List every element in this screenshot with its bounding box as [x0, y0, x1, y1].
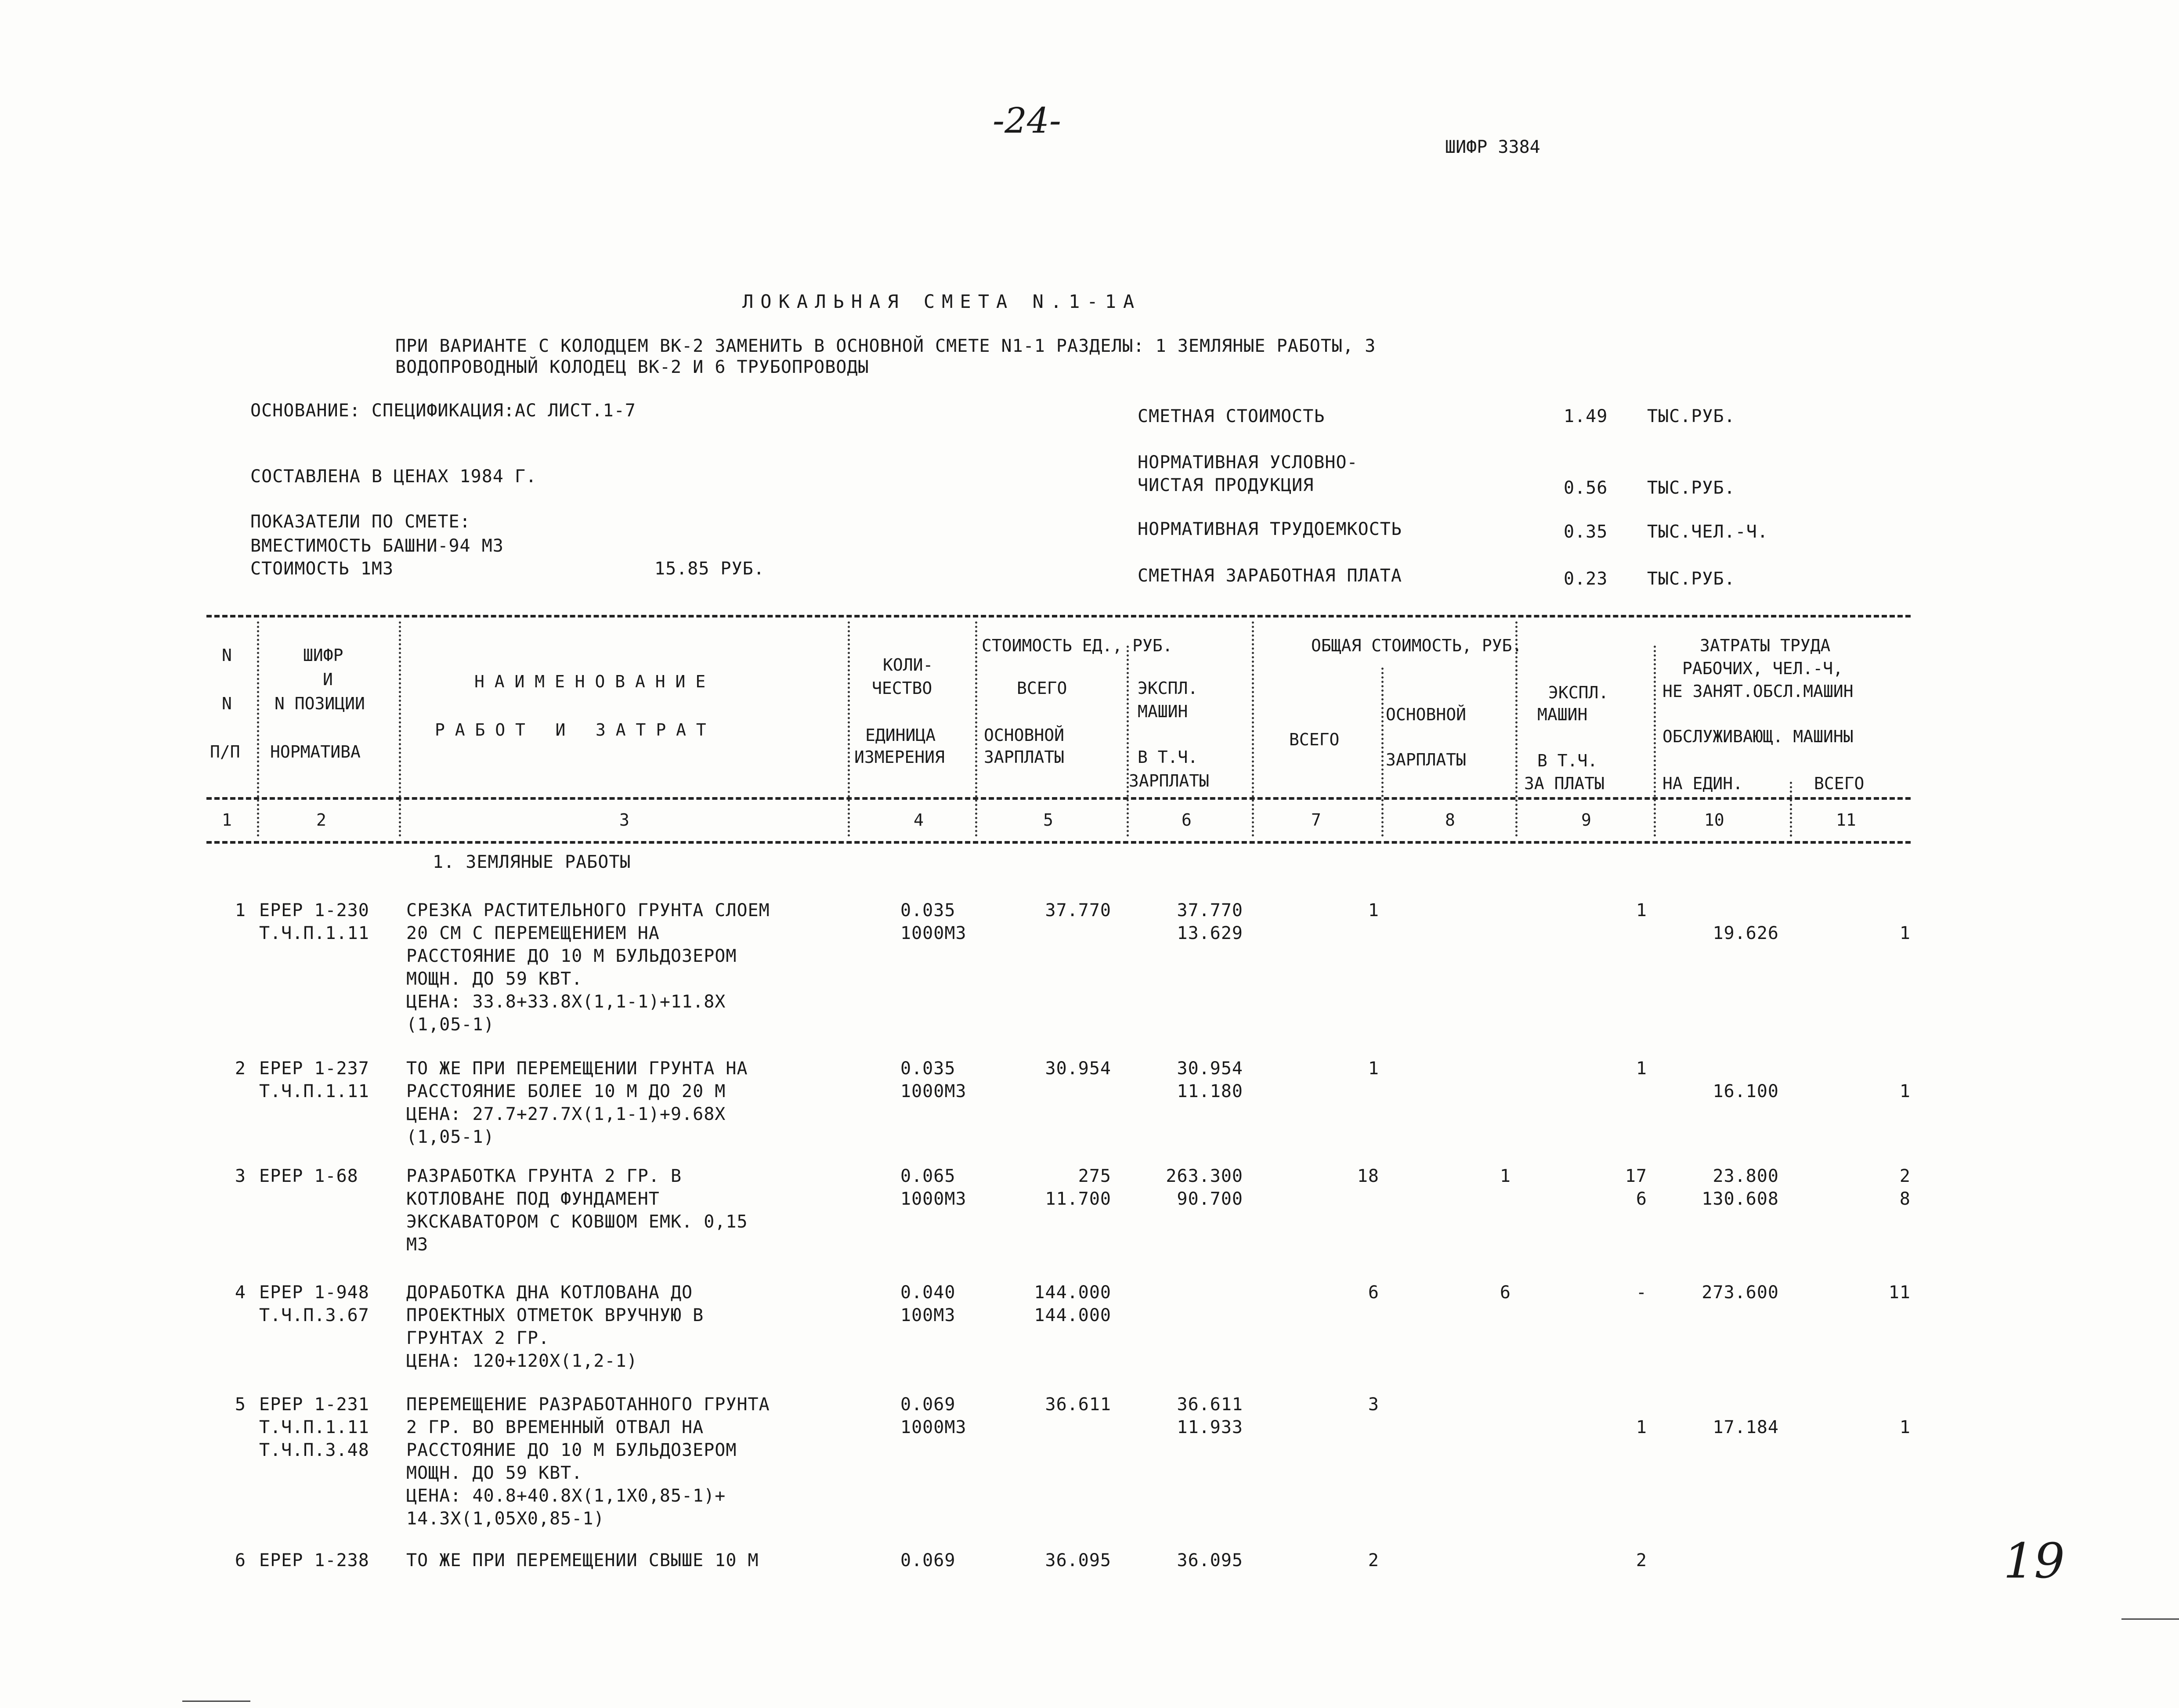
col-num-1: 1 [222, 810, 232, 830]
hdr-labor-sub-1: НЕ ЗАНЯТ.ОБСЛ.МАШИН [1662, 682, 1854, 701]
row-number: 5 [235, 1394, 246, 1415]
row-machines-cost: 30.954 [1177, 1058, 1243, 1079]
row-machines-total: - [1636, 1282, 1647, 1303]
row-description: ПРОЕКТНЫХ ОТМЕТОК ВРУЧНУЮ В [406, 1305, 704, 1325]
row-labor-total: 1 [1899, 1417, 1911, 1437]
col-num-5: 5 [1043, 810, 1053, 830]
sheet-number: 19 [2003, 1533, 2065, 1589]
labor-intensity-unit: ТЫС.ЧЕЛ.-Ч. [1647, 522, 1768, 542]
row-machines-cost: 263.300 [1166, 1166, 1243, 1186]
row-machines-cost: 11.180 [1177, 1081, 1243, 1101]
row-total-cost: 3 [1368, 1394, 1379, 1415]
row-description: ЦЕНА: 40.8+40.8Х(1,1Х0,85-1)+ [406, 1486, 726, 1506]
row-machines-cost: 36.611 [1177, 1394, 1243, 1415]
row-number: 2 [235, 1058, 246, 1079]
hdr-code-3: N ПОЗИЦИИ [275, 694, 365, 713]
wage-value: 0.23 [1564, 569, 1608, 589]
prices-text: СОСТАВЛЕНА В ЦЕНАХ 1984 Г. [250, 466, 537, 487]
row-description: КОТЛОВАНЕ ПОД ФУНДАМЕНТ [406, 1189, 660, 1209]
document-code: ШИФР 3384 [1445, 137, 1540, 157]
row-number: 3 [235, 1166, 246, 1186]
row-number: 6 [235, 1550, 246, 1571]
row-labor-per-unit: 19.626 [1713, 923, 1779, 943]
table-top-rule [206, 615, 1911, 617]
row-number: 1 [235, 900, 246, 921]
row-description: ПЕРЕМЕЩЕНИЕ РАЗРАБОТАННОГО ГРУНТА [406, 1394, 770, 1415]
col-sep [257, 621, 259, 837]
hdr-wages-1: ОСНОВНОЙ [1386, 705, 1467, 724]
row-unit-cost: 275 [1078, 1166, 1111, 1186]
row-description: РАССТОЯНИЕ ДО 10 М БУЛЬДОЗЕРОМ [406, 946, 737, 966]
row-code: ЕРЕР 1-230 [259, 900, 369, 921]
row-code: ЕРЕР 1-238 [259, 1550, 369, 1571]
row-description: (1,05-1) [406, 1127, 495, 1147]
row-description: 14.3Х(1,05Х0,85-1) [406, 1509, 605, 1529]
row-labor-per-unit: 16.100 [1713, 1081, 1779, 1101]
hdr-unit-base: ОСНОВНОЙ [984, 726, 1065, 745]
row-description: ГРУНТАХ 2 ГР. [406, 1328, 550, 1348]
row-description: 2 ГР. ВО ВРЕМЕННЫЙ ОТВАЛ НА [406, 1417, 704, 1437]
row-total-cost: 18 [1357, 1166, 1379, 1186]
hdr-labor-sub-2: ОБСЛУЖИВАЮЩ. МАШИНЫ [1662, 727, 1854, 746]
row-total-cost: 2 [1368, 1550, 1379, 1571]
hdr-mach-3: В Т.Ч. [1138, 747, 1198, 767]
net-product-label-1: НОРМАТИВНАЯ УСЛОВНО- [1138, 452, 1358, 473]
row-machines-total: 1 [1636, 1058, 1647, 1079]
row-machines-total: 17 [1625, 1166, 1647, 1186]
net-product-unit: ТЫС.РУБ. [1647, 478, 1735, 498]
estimate-cost-label: СМЕТНАЯ СТОИМОСТЬ [1138, 406, 1325, 426]
basis-text: ОСНОВАНИЕ: СПЕЦИФИКАЦИЯ:АС ЛИСТ.1-7 [250, 401, 636, 421]
net-product-value: 0.56 [1564, 478, 1608, 498]
hdr-wages-2: ЗАРПЛАТЫ [1386, 750, 1467, 769]
row-base-wages: 1 [1500, 1166, 1511, 1186]
col-sep [1252, 621, 1254, 837]
row-description: ЦЕНА: 120+120Х(1,2-1) [406, 1351, 638, 1371]
col-num-2: 2 [316, 810, 326, 830]
cost-value: 15.85 РУБ. [654, 559, 765, 579]
row-description: ЦЕНА: 27.7+27.7Х(1,1-1)+9.68Х [406, 1104, 726, 1124]
capacity-text: ВМЕСТИМОСТЬ БАШНИ-94 М3 [250, 536, 504, 556]
labor-intensity-label: НОРМАТИВНАЯ ТРУДОЕМКОСТЬ [1138, 519, 1402, 539]
col-num-11: 11 [1836, 810, 1856, 830]
col-num-6: 6 [1182, 810, 1192, 830]
row-machines-cost: 13.629 [1177, 923, 1243, 943]
wage-label: СМЕТНАЯ ЗАРАБОТНАЯ ПЛАТА [1138, 566, 1402, 586]
row-machines-cost: 90.700 [1177, 1189, 1243, 1209]
hdr-labor-total: ВСЕГО [1814, 774, 1865, 793]
scan-mark [2121, 1618, 2179, 1620]
row-quantity: 0.069 [900, 1394, 956, 1415]
row-labor-per-unit: 273.600 [1702, 1282, 1779, 1303]
row-total-cost: 1 [1368, 900, 1379, 921]
row-machines-total: 6 [1636, 1189, 1647, 1209]
row-machines-cost: 37.770 [1177, 900, 1243, 921]
row-description: РАССТОЯНИЕ БОЛЕЕ 10 М ДО 20 М [406, 1081, 726, 1101]
hdr-tmach-1: ЭКСПЛ. [1548, 683, 1609, 702]
row-description: РАССТОЯНИЕ ДО 10 М БУЛЬДОЗЕРОМ [406, 1440, 737, 1460]
hdr-qty-1: КОЛИ- [883, 655, 933, 675]
hdr-qty-3: ЕДИНИЦА [865, 726, 936, 745]
subtitle-line-2: ВОДОПРОВОДНЫЙ КОЛОДЕЦ ВК-2 И 6 ТРУБОПРОВОДЫ [395, 357, 869, 377]
col-num-8: 8 [1445, 810, 1455, 830]
col-num-10: 10 [1704, 810, 1724, 830]
row-machines-total: 1 [1636, 1417, 1647, 1437]
hdr-unit-cost-group: СТОИМОСТЬ ЕД., РУБ. [982, 636, 1173, 655]
row-description: ТО ЖЕ ПРИ ПЕРЕМЕЩЕНИИ ГРУНТА НА [406, 1058, 748, 1079]
indicators-title: ПОКАЗАТЕЛИ ПО СМЕТЕ: [250, 512, 471, 532]
row-quantity: 0.035 [900, 900, 956, 921]
col-sep [1790, 782, 1792, 837]
row-description: РАЗРАБОТКА ГРУНТА 2 ГР. В [406, 1166, 682, 1186]
hdr-qty-4: ИЗМЕРЕНИЯ [854, 747, 945, 767]
col-num-7: 7 [1311, 810, 1321, 830]
number-row-rule [206, 841, 1911, 844]
row-labor-per-unit: 130.608 [1702, 1189, 1779, 1209]
row-machines-cost: 36.095 [1177, 1550, 1243, 1571]
hdr-total-group: ОБЩАЯ СТОИМОСТЬ, РУБ. [1311, 636, 1522, 655]
row-total-cost: 1 [1368, 1058, 1379, 1079]
row-quantity: 1000М3 [900, 1081, 967, 1101]
col-sep [399, 621, 401, 837]
estimate-cost-unit: ТЫС.РУБ. [1647, 406, 1735, 426]
row-quantity: 1000М3 [900, 923, 967, 943]
labor-intensity-value: 0.35 [1564, 522, 1608, 542]
row-unit-cost: 144.000 [1034, 1305, 1111, 1325]
row-unit-cost: 11.700 [1045, 1189, 1111, 1209]
hdr-labor-unit: НА ЕДИН. [1662, 774, 1743, 793]
row-quantity: 100М3 [900, 1305, 956, 1325]
row-quantity: 1000М3 [900, 1417, 967, 1437]
hdr-n-3: П/П [210, 742, 240, 762]
row-labor-total: 1 [1899, 1081, 1911, 1101]
row-machines-total: 1 [1636, 900, 1647, 921]
row-unit-cost: 36.611 [1045, 1394, 1111, 1415]
row-labor-total: 2 [1899, 1166, 1911, 1186]
row-quantity: 1000М3 [900, 1189, 967, 1209]
col-sep [1654, 646, 1656, 837]
row-description: ТО ЖЕ ПРИ ПЕРЕМЕЩЕНИИ СВЫШЕ 10 М [406, 1550, 759, 1571]
col-sep [1381, 668, 1384, 837]
estimate-cost-value: 1.49 [1564, 406, 1608, 426]
row-quantity: 0.035 [900, 1058, 956, 1079]
row-description: М3 [406, 1235, 429, 1255]
row-labor-total: 8 [1899, 1189, 1911, 1209]
wage-unit: ТЫС.РУБ. [1647, 569, 1735, 589]
row-labor-total: 1 [1899, 923, 1911, 943]
col-sep [1127, 646, 1129, 837]
hdr-n-1: N [222, 646, 232, 665]
row-code: Т.Ч.П.1.11 [259, 1417, 369, 1437]
document-title: ЛОКАЛЬНАЯ СМЕТА N.1-1А [742, 291, 1142, 312]
hdr-n-2: N [222, 694, 232, 713]
hdr-code-1: ШИФР [303, 646, 343, 665]
row-quantity: 0.040 [900, 1282, 956, 1303]
hdr-mach-1: ЭКСПЛ. [1138, 679, 1198, 698]
row-unit-cost: 37.770 [1045, 900, 1111, 921]
row-base-wages: 6 [1500, 1282, 1511, 1303]
row-number: 4 [235, 1282, 246, 1303]
net-product-label-2: ЧИСТАЯ ПРОДУКЦИЯ [1138, 475, 1314, 495]
hdr-desc-1: Н А И М Е Н О В А Н И Е [474, 672, 706, 691]
col-num-4: 4 [914, 810, 924, 830]
hdr-tmach-4: ЗА ПЛАТЫ [1524, 774, 1605, 793]
col-sep [975, 621, 977, 837]
scan-mark [182, 1701, 250, 1702]
subtitle-line-1: ПРИ ВАРИАНТЕ С КОЛОДЦЕМ ВК-2 ЗАМЕНИТЬ В ОСНОВНОЙ СМЕТЕ N1-1 РАЗДЕЛЫ: 1 ЗЕМЛЯНЫЕ РАБОТЫ, 3 [395, 336, 1376, 356]
col-num-3: 3 [619, 810, 629, 830]
row-code: ЕРЕР 1-237 [259, 1058, 369, 1079]
row-labor-total: 11 [1888, 1282, 1911, 1303]
section-title: 1. ЗЕМЛЯНЫЕ РАБОТЫ [433, 852, 631, 872]
row-code: ЕРЕР 1-948 [259, 1282, 369, 1303]
row-machines-cost: 11.933 [1177, 1417, 1243, 1437]
cost-label: СТОИМОСТЬ 1М3 [250, 559, 394, 579]
row-code: ЕРЕР 1-231 [259, 1394, 369, 1415]
hdr-unit-total: ВСЕГО [1017, 679, 1067, 698]
hdr-total: ВСЕГО [1289, 730, 1340, 749]
hdr-tmach-2: МАШИН [1537, 705, 1588, 724]
hdr-labor-group-1: ЗАТРАТЫ ТРУДА [1700, 636, 1831, 655]
hdr-code-4: НОРМАТИВА [270, 742, 361, 762]
hdr-mach-2: МАШИН [1138, 702, 1188, 721]
col-num-9: 9 [1581, 810, 1591, 830]
row-description: 20 СМ С ПЕРЕМЕЩЕНИЕМ НА [406, 923, 660, 943]
hdr-labor-group-2: РАБОЧИХ, ЧЕЛ.-Ч, [1682, 659, 1843, 678]
row-code: Т.Ч.П.1.11 [259, 923, 369, 943]
row-code: Т.Ч.П.3.48 [259, 1440, 369, 1460]
row-description: СРЕЗКА РАСТИТЕЛЬНОГО ГРУНТА СЛОЕМ [406, 900, 770, 921]
col-sep [848, 621, 850, 837]
row-description: ДОРАБОТКА ДНА КОТЛОВАНА ДО [406, 1282, 693, 1303]
hdr-qty-2: ЧЕСТВО [872, 679, 932, 698]
row-description: ЭКСКАВАТОРОМ С КОВШОМ ЕМК. 0,15 [406, 1212, 748, 1232]
row-unit-cost: 36.095 [1045, 1550, 1111, 1571]
row-unit-cost: 144.000 [1034, 1282, 1111, 1303]
row-quantity: 0.069 [900, 1550, 956, 1571]
hdr-code-2: И [323, 670, 333, 689]
row-description: МОЩН. ДО 59 КВТ. [406, 969, 583, 989]
hdr-desc-2: Р А Б О Т И З А Т Р А Т [435, 720, 706, 740]
row-quantity: 0.065 [900, 1166, 956, 1186]
row-code: Т.Ч.П.1.11 [259, 1081, 369, 1101]
row-unit-cost: 30.954 [1045, 1058, 1111, 1079]
hdr-mach-4: ЗАРПЛАТЫ [1129, 771, 1210, 791]
row-machines-total: 2 [1636, 1550, 1647, 1571]
hdr-unit-wages: ЗАРПЛАТЫ [984, 747, 1065, 767]
row-total-cost: 6 [1368, 1282, 1379, 1303]
page-number: -24- [993, 100, 1061, 141]
row-labor-per-unit: 17.184 [1713, 1417, 1779, 1437]
row-code: Т.Ч.П.3.67 [259, 1305, 369, 1325]
row-description: ЦЕНА: 33.8+33.8Х(1,1-1)+11.8Х [406, 992, 726, 1012]
hdr-tmach-3: В Т.Ч. [1537, 751, 1598, 770]
row-labor-per-unit: 23.800 [1713, 1166, 1779, 1186]
row-description: (1,05-1) [406, 1015, 495, 1035]
row-description: МОЩН. ДО 59 КВТ. [406, 1463, 583, 1483]
row-code: ЕРЕР 1-68 [259, 1166, 358, 1186]
